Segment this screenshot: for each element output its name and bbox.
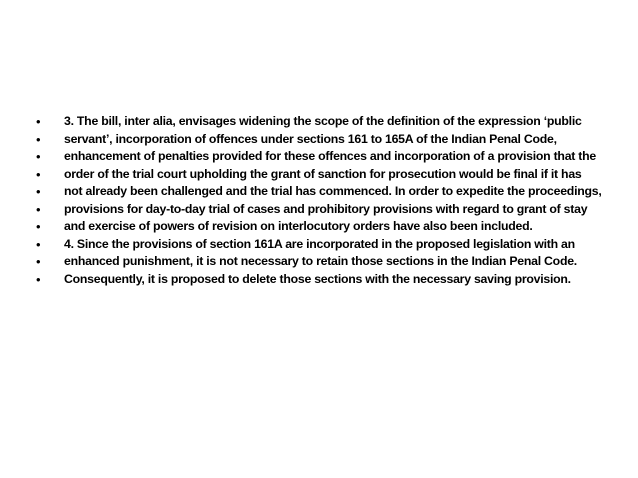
bullet-text: 4. Since the provisions of section 161A are incorporated in the proposed legislation with an — [64, 236, 575, 251]
bullet-icon: • — [36, 219, 41, 234]
bullet-icon: • — [36, 166, 41, 182]
list-item — [36, 183, 626, 201]
bullet-icon: • — [36, 271, 41, 287]
bullet-list — [36, 113, 626, 288]
bullet-text: 3. The bill, inter alia, envisages widening the scope of the definition of the expression ‘public — [64, 114, 582, 128]
bullet-text: servant’, incorporation of offences under sections 161 to 165A of the Indian Penal Code, — [64, 131, 557, 146]
list-item — [36, 218, 626, 236]
bullet-icon: • — [36, 236, 41, 252]
list-item — [36, 271, 626, 289]
bullet-text: Consequently, it is proposed to delete those sections with the necessary saving provision. — [64, 271, 571, 286]
list-item — [36, 236, 626, 254]
bullet-text: not already been challenged and the trial has commenced. In order to expedite the proceedings, — [64, 184, 602, 198]
list-item — [36, 166, 626, 184]
bullet-text: enhancement of penalties provided for these offences and incorporation of a provision that the — [64, 149, 596, 163]
bullet-text: and exercise of powers of revision on interlocutory orders have also been included. — [64, 219, 533, 233]
bullet-icon: • — [36, 254, 41, 269]
list-item — [36, 201, 626, 219]
list-item — [36, 148, 626, 166]
bullet-icon: • — [36, 149, 41, 164]
list-item — [36, 113, 626, 131]
bullet-icon: • — [36, 131, 41, 147]
bullet-icon: • — [36, 184, 41, 199]
bullet-icon: • — [36, 114, 41, 129]
list-item — [36, 253, 626, 271]
bullet-icon: • — [36, 201, 41, 217]
bullet-text: order of the trial court upholding the grant of sanction for prosecution would be final if it has — [64, 166, 582, 181]
list-item — [36, 131, 626, 149]
bullet-text: enhanced punishment, it is not necessary to retain those sections in the Indian Penal Code. — [64, 254, 577, 268]
bullet-text: provisions for day-to-day trial of cases and prohibitory provisions with regard to grant of stay — [64, 201, 588, 216]
